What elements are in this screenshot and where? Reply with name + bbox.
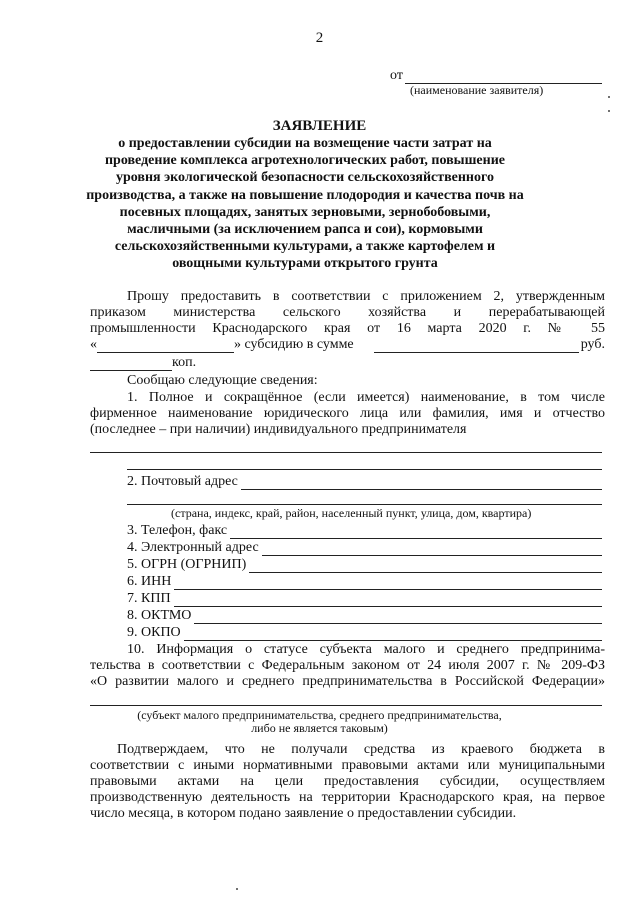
intro-text: Сообщаю следующие сведения:: [127, 373, 318, 388]
oktmo-label: 8. ОКТМО: [127, 608, 192, 623]
email-line[interactable]: [262, 541, 602, 556]
sme-status-caption-2: либо не является таковым): [251, 721, 388, 735]
inn-line[interactable]: [174, 575, 602, 590]
name-line-2[interactable]: [127, 469, 602, 470]
quote-open: «: [90, 337, 97, 352]
confirmation-line-1: Подтверждаем, что не получали средства из краевого бюджета в: [117, 742, 605, 757]
kop-label: коп.: [172, 355, 197, 370]
amount-kop-line[interactable]: [90, 356, 172, 371]
phone-fax-line[interactable]: [230, 524, 602, 539]
subsidy-amount-label: » субсидию в сумме: [234, 337, 354, 352]
applicant-caption: (наименование заявителя): [410, 83, 544, 97]
document-subject: о предоставлении субсидии на возмещение части затрат на проведение комплекса агротехнологических работ, повышение уровня экологической безопасности сельскохозяйственного производства, а также на повышение плодородия и качества почв на посевных площадях, занятых зерновыми, зернобобовыми, масличными (за исключением рапса и сои), кормовыми сельскохозяйственными культурами, а также картофелем и овощными культурами открытого грунта: [86, 136, 524, 272]
item1-line-1: 1. Полное и сокращённое (если имеется) наименование, в том числе: [127, 390, 605, 405]
oktmo-line[interactable]: [194, 609, 602, 624]
confirmation-line-2: соответствии с иными нормативными правовыми актами или муниципальными: [90, 758, 605, 773]
request-line-3: промышленности Краснодарского края от 16 марта 2020 г. № 55: [90, 321, 605, 336]
document-title: ЗАЯВЛЕНИЕ: [272, 118, 367, 134]
kpp-line[interactable]: [174, 592, 602, 607]
item1-line-3: (последнее – при наличии) индивидуального предпринимателя: [90, 422, 467, 437]
subsidy-name-line[interactable]: [97, 338, 234, 353]
applicant-field: [390, 68, 602, 84]
ogrn-row: [127, 557, 602, 573]
confirmation-line-4: производственную деятельность на территории Краснодарского края, на первое: [90, 790, 605, 805]
oktmo-row: [127, 608, 602, 624]
postal-address-line-2[interactable]: [127, 504, 602, 505]
postal-address-label: 2. Почтовый адрес: [127, 474, 238, 489]
subsidy-amount-row: [90, 337, 605, 353]
postal-address-line[interactable]: [241, 475, 602, 490]
okpo-row: [127, 625, 602, 641]
email-label: 4. Электронный адрес: [127, 540, 259, 555]
kop-row: [90, 355, 196, 371]
item10-line-2: тельства в соответствии с Федеральным законом от 24 июля 2007 г. № 209-ФЗ: [90, 658, 605, 673]
okpo-line[interactable]: [184, 626, 602, 641]
email-row: [127, 540, 602, 556]
from-label: от: [390, 68, 403, 83]
ogrn-line[interactable]: [249, 558, 602, 573]
inn-label: 6. ИНН: [127, 574, 172, 589]
sme-status-caption-1: (субъект малого предпринимательства, среднего предпринимательства,: [137, 708, 502, 722]
inn-row: [127, 574, 602, 590]
request-line-2: приказом министерства сельского хозяйства и перерабатывающей: [90, 305, 605, 320]
scan-speck: [236, 888, 238, 890]
postal-address-row: [127, 474, 602, 490]
name-line-1[interactable]: [90, 452, 602, 453]
rub-label: руб.: [580, 337, 605, 352]
phone-fax-label: 3. Телефон, факс: [127, 523, 228, 538]
request-line-1: Прошу предоставить в соответствии с приложением 2, утвержденным: [127, 289, 605, 304]
ogrn-label: 5. ОГРН (ОГРНИП): [127, 557, 247, 572]
kpp-label: 7. КПП: [127, 591, 171, 606]
page-number: 2: [315, 30, 324, 46]
postal-address-caption: (страна, индекс, край, район, населенный пункт, улица, дом, квартира): [171, 506, 532, 520]
item10-line-1: 10. Информация о статусе субъекта малого и среднего предпринима-: [127, 642, 605, 657]
confirmation-line-3: правовыми актами на цели предоставления субсидии, осуществляем: [90, 774, 605, 789]
applicant-name-line[interactable]: [405, 70, 602, 84]
okpo-label: 9. ОКПО: [127, 625, 181, 640]
phone-fax-row: [127, 523, 602, 539]
confirmation-line-5: число месяца, в котором подано заявление о предоставлении субсидии.: [90, 806, 517, 821]
sme-status-line[interactable]: [90, 705, 602, 706]
kpp-row: [127, 591, 602, 607]
amount-rub-line[interactable]: [374, 338, 579, 353]
item1-line-2: фирменное наименование юридического лица или фамилия, имя и отчество: [90, 406, 605, 421]
margin-marks: [608, 96, 610, 112]
item10-line-3: «О развитии малого и среднего предпринимательства в Российской Федерации»: [90, 674, 605, 689]
